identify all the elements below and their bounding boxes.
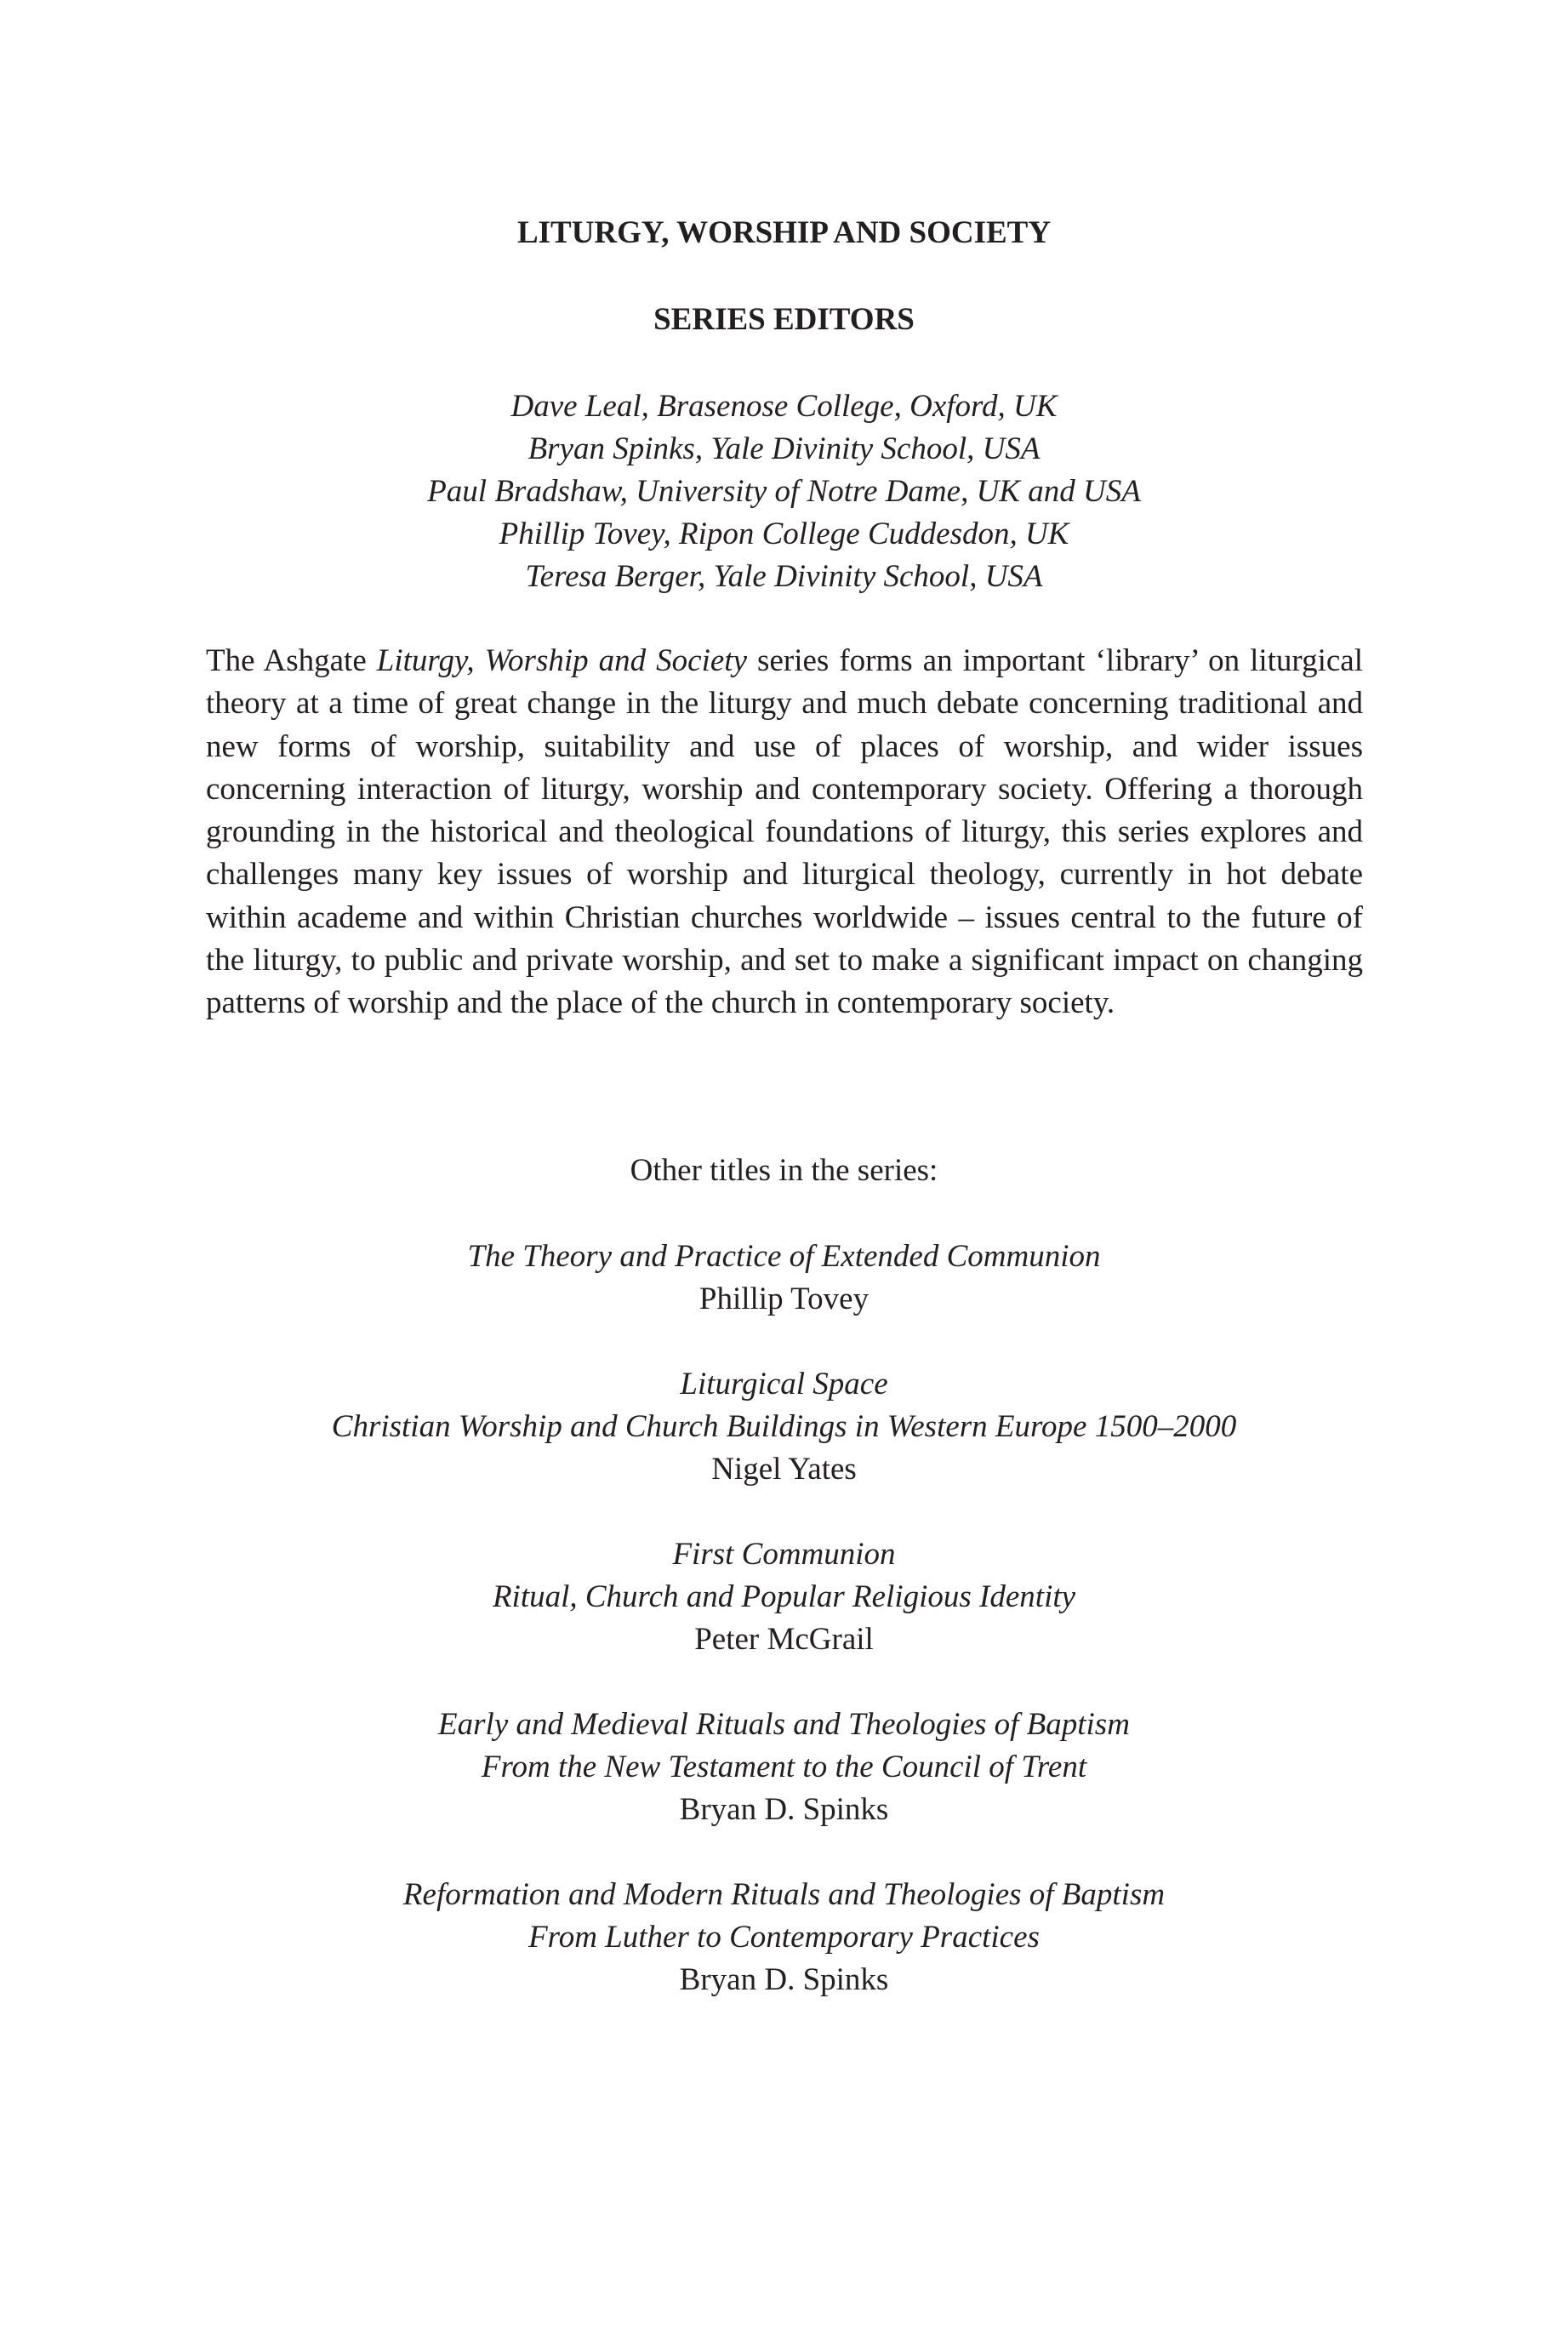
description-series-name: Liturgy, Worship and Society [376,643,748,678]
title-entry [0,1363,1568,1491]
book-subtitle: From the New Testament to the Council of Trent [481,1750,1087,1784]
series-title: LITURGY, WORSHIP AND SOCIETY [516,215,1052,250]
book-title: Early and Medieval Rituals and Theologies of Baptism [438,1707,1130,1742]
book-author: Nigel Yates [711,1452,857,1487]
series-editor: Paul Bradshaw, University of Notre Dame, UK and USA [427,474,1141,509]
book-subtitle: Christian Worship and Church Buildings in Western Europe 1500–2000 [331,1409,1237,1444]
book-title: First Communion [672,1537,896,1572]
series-editor: Phillip Tovey, Ripon College Cuddesdon, UK [499,517,1069,551]
other-titles-list [0,1236,1568,2044]
series-editors-heading: SERIES EDITORS [653,302,915,337]
book-title: The Theory and Practice of Extended Communion [467,1239,1101,1274]
series-editor: Bryan Spinks, Yale Divinity School, USA [527,431,1041,466]
title-entry [0,1236,1568,1321]
book-author: Phillip Tovey [698,1282,870,1316]
series-editors-list [0,385,1568,598]
series-editor: Dave Leal, Brasenose College, Oxford, UK [510,389,1058,424]
title-entry [0,1533,1568,1661]
book-author: Bryan D. Spinks [679,1962,889,1997]
book-author: Peter McGrail [694,1622,874,1657]
title-entry [0,1874,1568,2001]
book-author: Bryan D. Spinks [679,1792,889,1827]
description-body: series forms an important ‘library’ on liturgical theory at a time of great change in the liturgy and much debate concerning traditional and new forms of worship, suitability and use of places of worship, and wider issues concerning interaction of liturgy, worship and contemporary society. Offering a thorough grounding in the historical and theological foundations of liturgy, this series explores and challenges many key issues of worship and liturgical theology, currently in hot debate within academe and within Christian churches worldwide – issues central to the future of the liturgy, to public and private worship, and set to make a significant impact on changing patterns of worship and the place of the church in contemporary society. [206,643,1363,1021]
title-entry [0,1704,1568,1831]
book-title: Reformation and Modern Rituals and Theologies of Baptism [402,1877,1166,1912]
book-title: Liturgical Space [680,1367,888,1401]
series-editor: Teresa Berger, Yale Divinity School, USA [525,559,1043,594]
book-subtitle: From Luther to Contemporary Practices [528,1920,1040,1955]
book-subtitle: Ritual, Church and Popular Religious Identity [492,1579,1076,1614]
series-description [206,640,1363,1025]
description-intro: The Ashgate [206,643,377,678]
other-titles-heading: Other titles in the series: [630,1153,938,1188]
